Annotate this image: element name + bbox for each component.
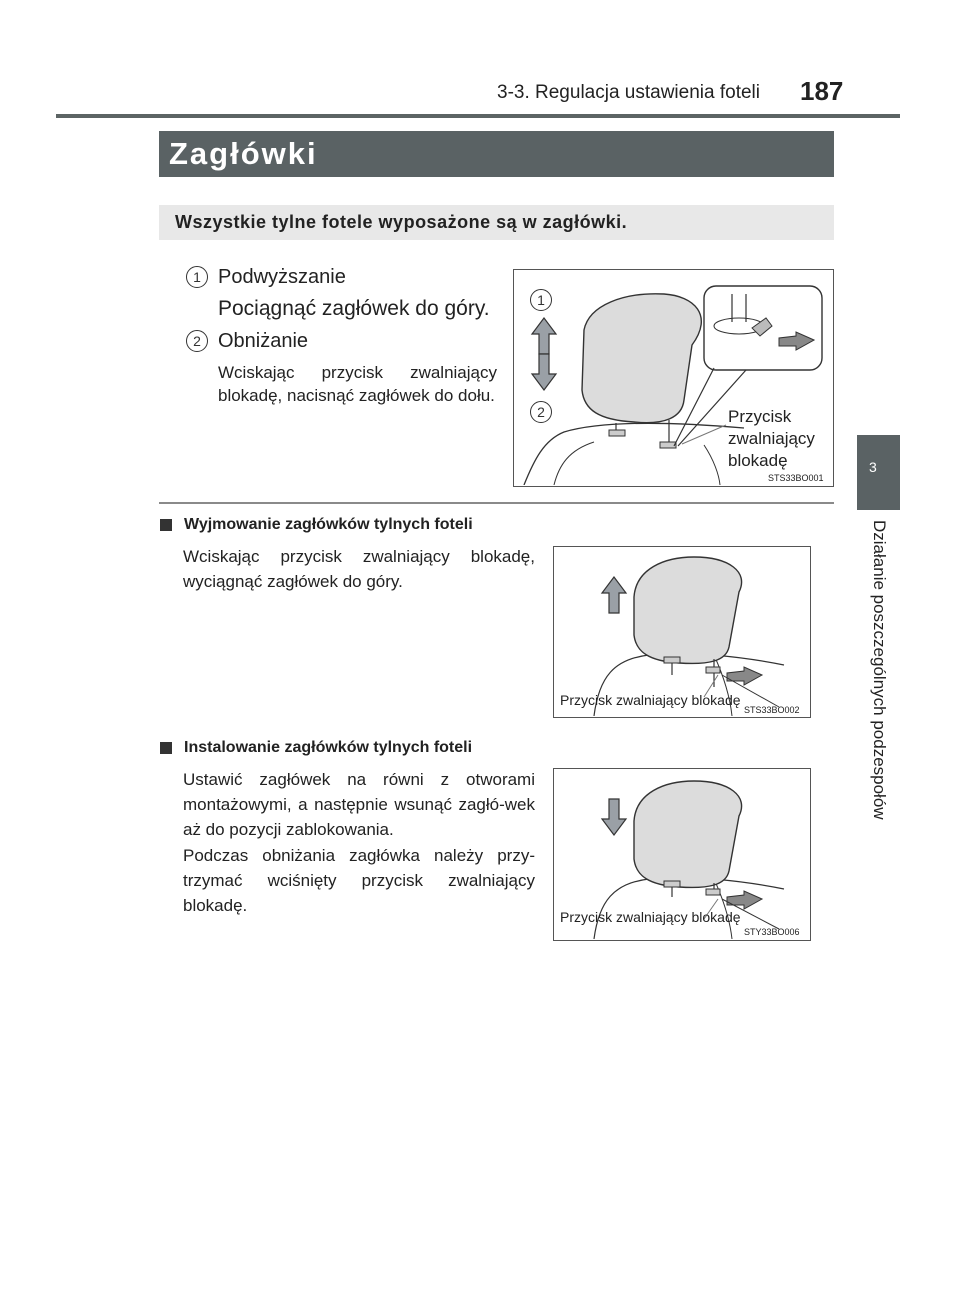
page-title-bar	[159, 131, 834, 177]
item-title-lower: Obniżanie	[218, 330, 309, 352]
intro-text: Wszystkie tylne fotele wyposażone są w zagłówki.	[175, 212, 628, 232]
figure-marker-1: 1	[530, 289, 552, 311]
section-divider	[159, 502, 834, 504]
item-body-raise: Pociągnąć zagłówek do góry.	[218, 297, 490, 320]
chapter-number: 3	[869, 459, 877, 475]
section-heading-remove: Wyjmowanie zagłówków tylnych foteli	[184, 516, 473, 533]
figure-headrest-install	[553, 768, 811, 941]
figure-headrest-adjust	[513, 269, 834, 487]
figure-install-code: STY33BO006	[744, 927, 800, 937]
header-divider	[56, 114, 900, 118]
item-body-lower: Wciskając przycisk zwalniający blokadę, nacisnąć zagłówek do dołu.	[218, 363, 497, 405]
figure-marker-2: 2	[530, 401, 552, 423]
page-number: 187	[800, 76, 844, 106]
section-heading-install: Instalowanie zagłówków tylnych foteli	[184, 739, 473, 756]
figure-install-label: Przycisk zwalniający blokadę	[560, 909, 741, 925]
headrest-remove-illustration	[554, 547, 809, 716]
figure-code: STS33BO001	[768, 473, 824, 483]
page-title: Zagłówki	[169, 136, 318, 171]
figure-label-line3: blokadę	[728, 451, 788, 470]
figure-headrest-remove	[553, 546, 811, 718]
figure-label-line1: Przycisk	[728, 407, 792, 426]
item-title-raise: Podwyższanie	[218, 266, 346, 288]
item-number-2: 2	[186, 330, 208, 352]
section-text-install-1: Ustawić zagłówek na równi z otworami montażowymi, a następnie wsunąć zagłó-wek aż do pozycji zablokowania.	[183, 770, 535, 839]
section-text-remove: Wciskając przycisk zwalniający blokadę, wyciągnąć zagłówek do góry.	[183, 547, 535, 591]
chapter-tab	[857, 435, 900, 510]
figure-remove-code: STS33BO002	[744, 705, 800, 715]
intro-box	[159, 205, 834, 240]
item-number-1: 1	[186, 266, 208, 288]
figure-label-line2: zwalniający	[728, 429, 815, 448]
chapter-label-container	[861, 520, 891, 870]
section-text-install-2: Podczas obniżania zagłówka należy przy-trzymać wciśnięty przycisk zwalniający blokadę.	[183, 846, 535, 915]
bullet-square	[160, 519, 172, 531]
bullet-square	[160, 742, 172, 754]
figure-remove-label: Przycisk zwalniający blokadę	[560, 692, 741, 708]
chapter-label: Działanie poszczególnych podzespołów	[870, 520, 889, 820]
running-header-section: 3-3. Regulacja ustawienia foteli	[497, 82, 760, 103]
